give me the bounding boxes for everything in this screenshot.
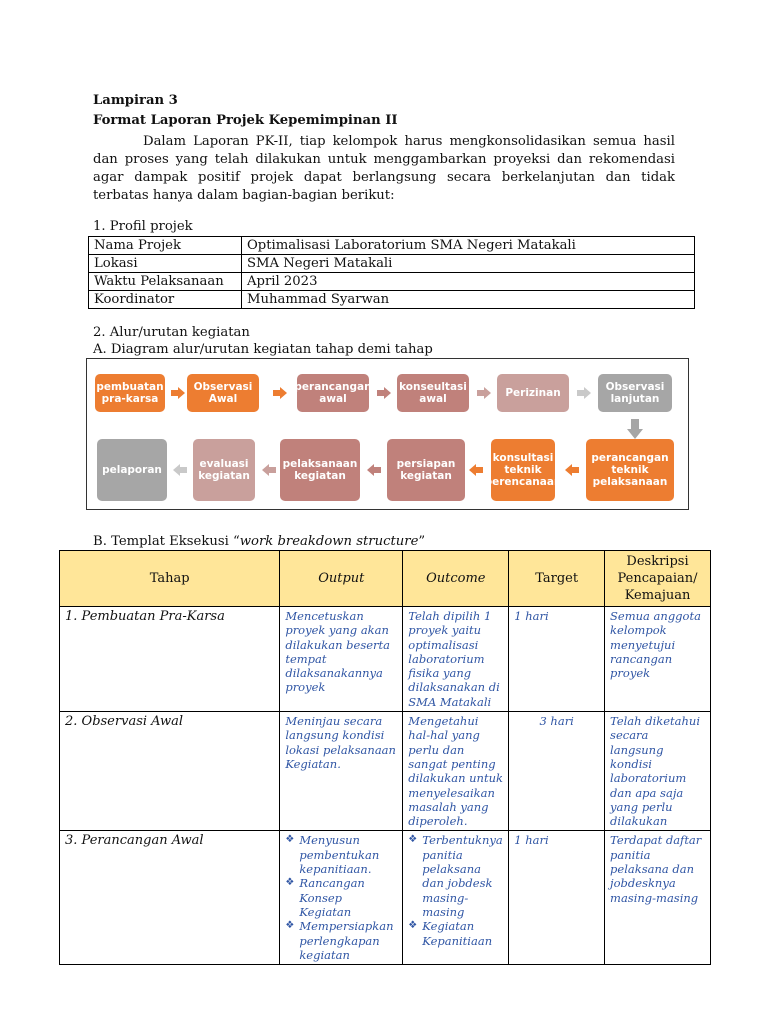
diamond-bullet-icon: ❖ xyxy=(285,877,295,889)
cell-output xyxy=(280,831,403,965)
alur-heading: 2. Alur/urutan kegiatan xyxy=(93,325,250,340)
cell-target: 1 hari xyxy=(509,831,605,965)
list-item xyxy=(408,833,503,919)
header-tahap: Tahap xyxy=(60,551,280,607)
cell-outcome xyxy=(403,831,509,965)
table-row xyxy=(89,237,695,255)
arrow-left-icon xyxy=(469,464,483,476)
cell-deskripsi: Terdapat daftar panitia pelaksana dan jobdesknya masing-masing xyxy=(605,831,711,965)
outcome-list xyxy=(408,833,503,947)
cell-target: 3 hari xyxy=(509,712,605,831)
flow-step-perancangan-teknik: perancangan teknik pelaksanaan xyxy=(586,439,674,501)
header-target: Target xyxy=(509,551,605,607)
flow-step-evaluasi-kegiatan: evaluasi kegiatan xyxy=(193,439,255,501)
arrow-right-icon xyxy=(377,387,391,399)
arrow-right-icon xyxy=(273,387,287,399)
diamond-bullet-icon: ❖ xyxy=(408,834,418,846)
flow-step-observasi-lanjutan: Observasi lanjutan xyxy=(598,374,672,412)
cell-deskripsi: Telah diketahui secara langsung kondisi laboratorium dan apa saja yang perlu dilakukan xyxy=(605,712,711,831)
cell-outcome: Mengetahui hal-hal yang perlu dan sangat penting dilakukan untuk menyelesaikan masalah yang diperoleh. xyxy=(403,712,509,831)
diamond-bullet-icon: ❖ xyxy=(285,920,295,932)
intro-paragraph: Dalam Laporan PK-II, tiap kelompok harus mengkonsolidasikan semua hasil dan proses yang telah dilakukan untuk menggambarkan proyeksi dan rekomendasi agar dampak positif projek dapat berlangsung secara berkelanjutan dan tidak terbatas hanya dalam bagian-bagian berikut: xyxy=(93,134,675,203)
diamond-bullet-icon: ❖ xyxy=(285,834,295,846)
flow-diagram xyxy=(86,358,689,510)
list-item xyxy=(285,876,397,919)
profil-key: Nama Projek xyxy=(89,237,242,255)
wbs-heading-italic: work breakdown structure xyxy=(239,534,419,549)
diamond-bullet-icon: ❖ xyxy=(408,920,418,932)
alur-subheading: A. Diagram alur/urutan kegiatan tahap demi tahap xyxy=(93,342,433,357)
profil-value: Optimalisasi Laboratorium SMA Negeri Matakali xyxy=(242,237,695,255)
table-row xyxy=(89,291,695,309)
profil-key: Lokasi xyxy=(89,255,242,273)
flow-step-perizinan: Perizinan xyxy=(497,374,569,412)
cell-tahap: 1. Pembuatan Pra-Karsa xyxy=(60,607,280,712)
header-deskripsi: Deskripsi Pencapaian/ Kemajuan xyxy=(605,551,711,607)
profil-table xyxy=(88,236,695,309)
table-row xyxy=(89,255,695,273)
arrow-right-icon xyxy=(171,387,185,399)
output-list xyxy=(285,833,397,962)
profil-key: Waktu Pelaksanaan xyxy=(89,273,242,291)
arrow-left-icon xyxy=(262,464,276,476)
cell-tahap: 2. Observasi Awal xyxy=(60,712,280,831)
profil-value: SMA Negeri Matakali xyxy=(242,255,695,273)
cell-output: Meninjau secara langsung kondisi lokasi pelaksanaan Kegiatan. xyxy=(280,712,403,831)
cell-deskripsi: Semua anggota kelompok menyetujui rancangan proyek xyxy=(605,607,711,712)
flow-step-persiapan-kegiatan: persiapan kegiatan xyxy=(387,439,465,501)
table-row xyxy=(60,712,711,831)
arrow-right-icon xyxy=(477,387,491,399)
cell-tahap: 3. Perancangan Awal xyxy=(60,831,280,965)
profil-value: Muhammad Syarwan xyxy=(242,291,695,309)
table-row xyxy=(60,607,711,712)
profil-value: April 2023 xyxy=(242,273,695,291)
list-item xyxy=(285,833,397,876)
flow-step-observasi-awal: Observasi Awal xyxy=(187,374,259,412)
wbs-heading-prefix: B. Templat Eksekusi “ xyxy=(93,534,240,549)
lampiran-label: Lampiran 3 xyxy=(93,93,178,108)
table-row xyxy=(60,831,711,965)
wbs-heading-suffix: ” xyxy=(418,534,426,549)
profil-key: Koordinator xyxy=(89,291,242,309)
list-item-text: Kegiatan Kepanitiaan xyxy=(422,919,493,948)
list-item-text: Menyusun pembentukan kepanitiaan. xyxy=(299,833,380,877)
list-item-text: Mempersiapkan perlengkapan kegiatan xyxy=(299,919,394,962)
cell-output: Mencetuskan proyek yang akan dilakukan beserta tempat dilaksanakannya proyek xyxy=(280,607,403,712)
profil-heading: 1. Profil projek xyxy=(93,219,193,234)
header-outcome: Outcome xyxy=(403,551,509,607)
flow-step-perancangan-awal: perancangan awal xyxy=(297,374,369,412)
wbs-heading xyxy=(93,533,425,551)
flow-step-pelaksanaan-kegiatan: pelaksanaan kegiatan xyxy=(280,439,360,501)
flow-step-pelaporan: pelaporan xyxy=(97,439,167,501)
document-title: Format Laporan Projek Kepemimpinan II xyxy=(93,113,398,128)
cell-target: 1 hari xyxy=(509,607,605,712)
list-item xyxy=(408,919,503,948)
list-item xyxy=(285,919,397,962)
header-output: Output xyxy=(280,551,403,607)
arrow-left-icon xyxy=(173,464,187,476)
list-item-text: Terbentuknya panitia pelaksana dan jobdesk masing-masing xyxy=(422,833,503,919)
arrow-left-icon xyxy=(367,464,381,476)
flow-step-pembuatan-pra-karsa: pembuatan pra-karsa xyxy=(95,374,165,412)
table-row xyxy=(89,273,695,291)
arrow-left-icon xyxy=(565,464,579,476)
cell-outcome: Telah dipilih 1 proyek yaitu optimalisasi laboratorium fisika yang dilaksanakan di SMA Matakali xyxy=(403,607,509,712)
arrow-down-icon xyxy=(627,419,643,439)
flow-step-konsultasi-teknik: konsultasi teknik perencanaan xyxy=(491,439,555,501)
arrow-right-icon xyxy=(577,387,591,399)
flow-step-konseultasi-awal: konseultasi awal xyxy=(397,374,469,412)
wbs-table xyxy=(59,550,711,965)
list-item-text: Rancangan Konsep Kegiatan xyxy=(299,876,365,919)
wbs-header-row xyxy=(60,551,711,607)
